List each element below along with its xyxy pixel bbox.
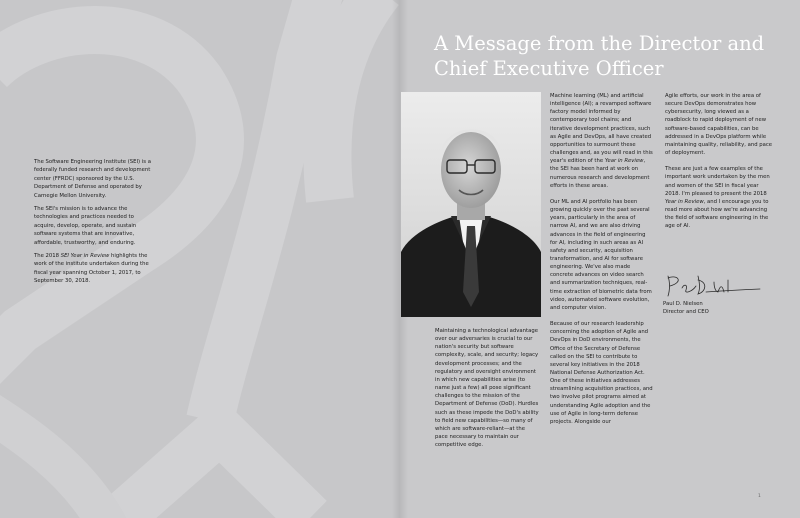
column-2-paragraph-2: Our ML and AI portfolio has been growing quickly over the past several years, particularly in the area of narrow AI, and we are also driving advances in the field of engineering for AI, including in such areas as AI safety and security, acquisition transformation, and AI for software engineering. We've also made concrete advances on video search and summarization techniques, real-time extraction of biometric data from video, automated software evolution, and computer vision.: [550, 198, 652, 311]
signer-name: Paul D. Nielsen: [663, 301, 703, 307]
page-number: 1: [758, 494, 761, 499]
signer-block: [663, 300, 773, 317]
sidebar-p3-suffix: highlights the work of the institute undertaken during the fiscal year spanning October 1, 2017, to September 30, 2018.: [34, 253, 149, 285]
column-2-p1-suffix: , the SEI has been hard at work on numerous research and development efforts in these areas.: [550, 158, 650, 189]
column-3-paragraph-2: [665, 165, 773, 230]
text-column-3: [665, 92, 773, 239]
director-signature: [662, 272, 762, 298]
column-2-paragraph-3: Because of our research leadership concerning the adoption of Agile and DevOps in DoD environments, the Office of the Secretary of Defense called on the SEI to contribute to several key initiatives in the 2018 National Defense Authorization Act. One of these initiatives addresses streamlining acquisition practices, and two involve pilot programs aimed at understanding Agile adoption and the use of Agile in long-term defense projects. Alongside our: [550, 321, 653, 425]
sidebar-paragraph-mission: The SEI's mission is to advance the technologies and practices needed to acquire, develop, operate, and sustain software systems that are innovative, affordable, trustworthy, and enduring.: [34, 206, 137, 246]
portrait-illustration: [401, 92, 541, 317]
text-column-1: [435, 327, 539, 457]
column-3-p2-prefix: These are just a few examples of the important work undertaken by the men and women of the SEI in fiscal year 2018. I'm pleased to present the 2018: [665, 166, 770, 197]
signer-role: Director and CEO: [663, 309, 709, 316]
sidebar-p3-italic: SEI Year in Review: [60, 253, 110, 260]
column-3-p2-suffix: , and I encourage you to read more about how we're advancing the field of software engineering in the age of AI.: [665, 198, 769, 230]
sidebar-p3-prefix: The 2018: [34, 253, 61, 260]
sidebar-paragraph-year-in-review: [34, 252, 152, 286]
column-2-p1-italic: Year in Review: [604, 158, 644, 165]
sidebar-about-sei: [34, 158, 152, 291]
column-2-p1-prefix: Machine learning (ML) and artificial intelligence (AI); a revamped software factory model informed by contemporary tool chains; and iterative development practices, such as Agile and DevOps, all have created opportunities to surmount these challenges and, as you will read in this year's edition of the: [550, 93, 653, 165]
page-title: A Message from the Director and Chief Executive Officer: [434, 32, 765, 80]
sidebar-paragraph-ffrdc: The Software Engineering Institute (SEI) is a federally funded research and development center (FFRDC) sponsored by the U.S. Department of Defense and operated by Carnegie Mellon University.: [34, 159, 151, 199]
column-1-paragraph-1: Maintaining a technological advantage over our adversaries is crucial to our nation's security but software complexity, scale, and security; legacy development processes; and the regulatory and oversight environment in which new capabilities arise (to name just a few) all pose significant challenges to the mission of the Department of Defense (DoD). Hurdles such as these impede the DoD's ability to field new capabilities—so many of which are software-reliant—at the pace necessary to maintain our competitive edge.: [435, 328, 539, 449]
column-3-p2-italic: Year in Review: [665, 198, 704, 205]
text-column-2: [550, 92, 654, 434]
column-2-paragraph-1: [550, 92, 654, 190]
column-3-paragraph-1: Agile efforts, our work in the area of secure DevOps demonstrates how cybersecurity, long viewed as a roadblock to rapid deployment of new software-based capabilities, can be addressed in a DevOps platform while maintaining quality, reliability, and pace of deployment.: [665, 93, 773, 157]
director-portrait-photo: [401, 92, 541, 317]
